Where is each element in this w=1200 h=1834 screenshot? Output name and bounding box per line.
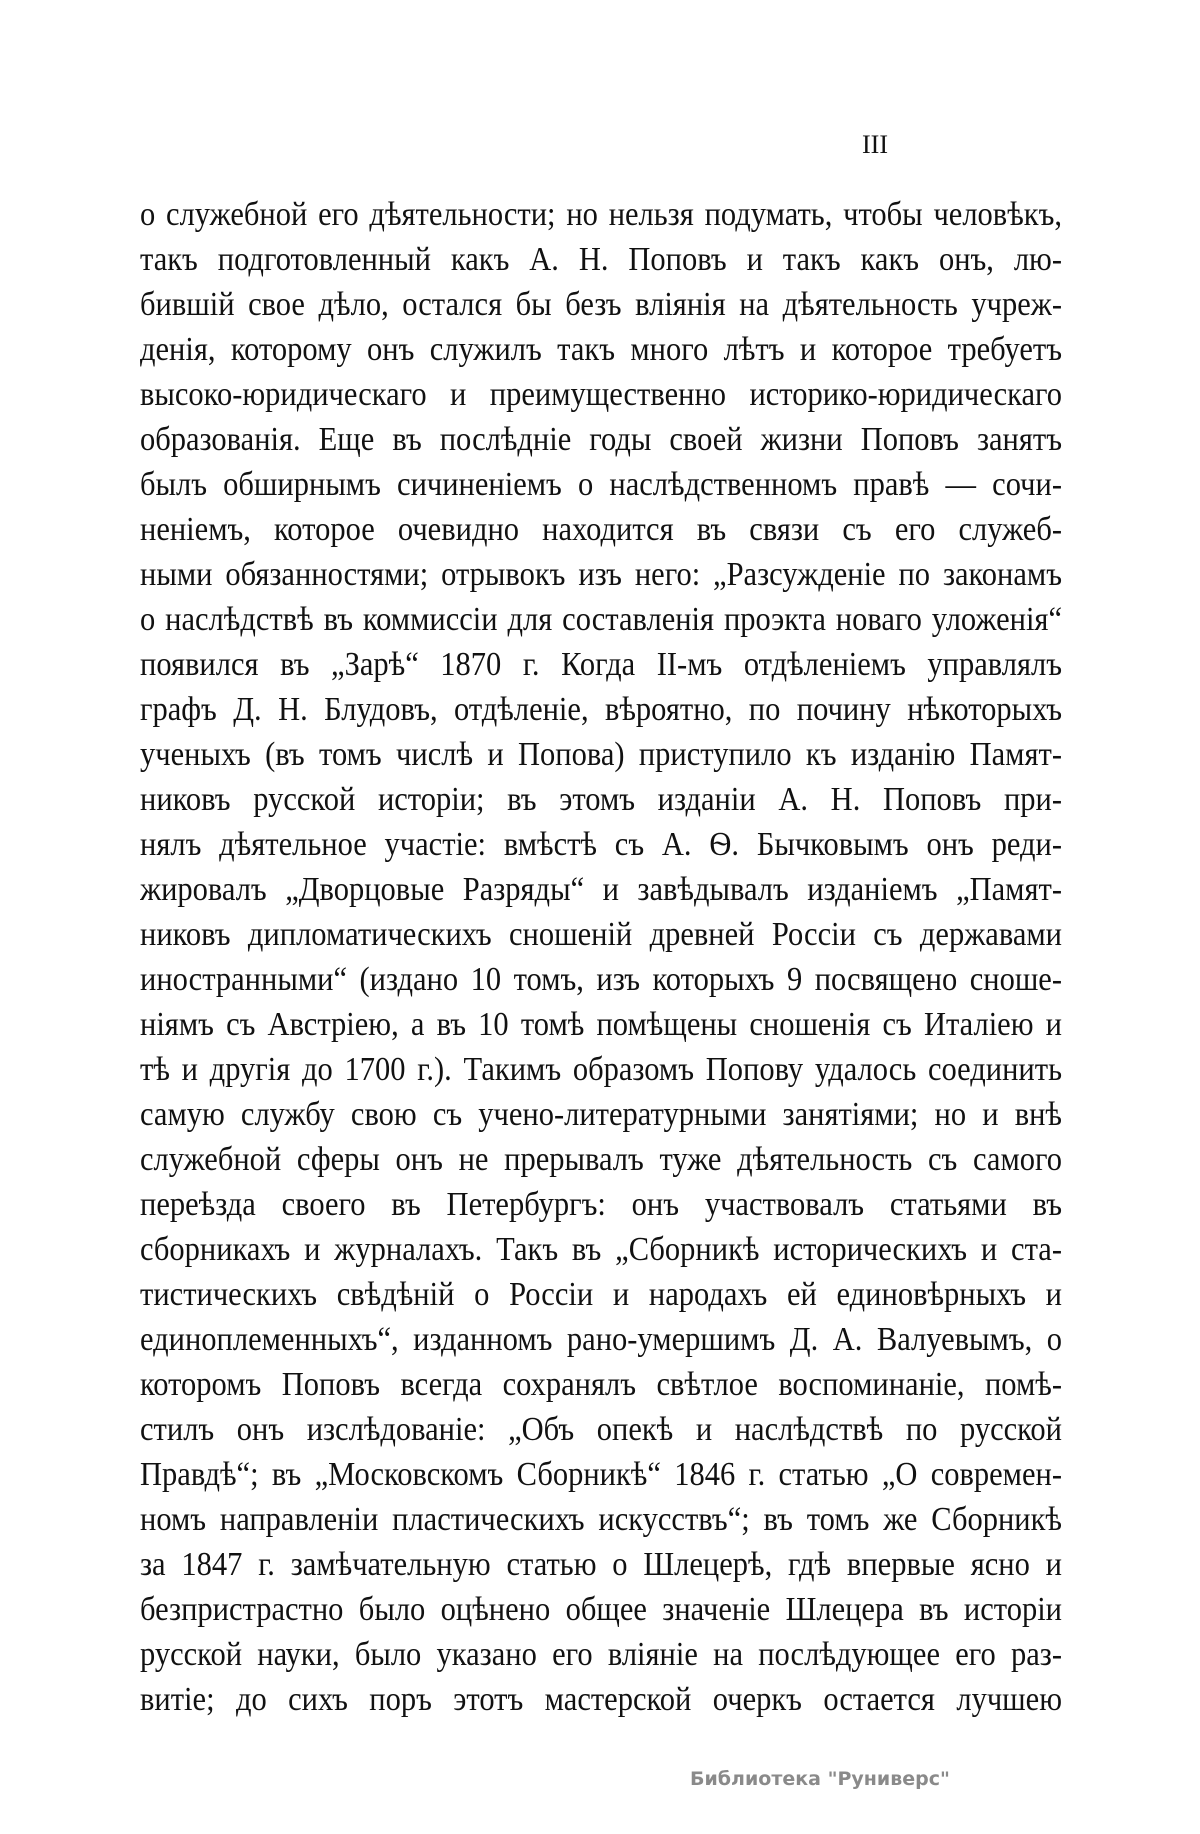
text-line: тѣ и другія до 1700 г.). Такимъ образомъ Попову удалось соединить: [140, 1049, 1062, 1088]
text-line: сборникахъ и журналахъ. Такъ въ „Сборникѣ историческихъ и ста-: [140, 1229, 1062, 1268]
text-line: безпристрастно было оцѣнено общее значеніе Шлецера въ исторіи: [140, 1589, 1062, 1628]
text-line: о служебной его дѣятельности; но нельзя подумать, чтобы человѣкъ,: [140, 194, 1062, 233]
library-watermark: Библиотека "Руниверс": [690, 1768, 950, 1790]
text-line: неніемъ, которое очевидно находится въ связи съ его служеб-: [140, 509, 1062, 548]
text-line: стилъ онъ изслѣдованіе: „Объ опекѣ и наслѣдствѣ по русской: [140, 1409, 1062, 1448]
text-line: русской науки, было указано его вліяніе на послѣдующее его раз-: [140, 1634, 1062, 1673]
text-line: никовъ дипломатическихъ сношеній древней Россіи съ державами: [140, 914, 1062, 953]
text-line: жировалъ „Дворцовые Разряды“ и завѣдывалъ изданіемъ „Памят-: [140, 869, 1062, 908]
text-line: образованія. Еще въ послѣдніе годы своей жизни Поповъ занятъ: [140, 419, 1062, 458]
text-line: высоко-юридическаго и преимущественно историко-юридическаго: [140, 374, 1062, 413]
text-line: ніямъ съ Австріею, а въ 10 томѣ помѣщены сношенія съ Италіею и: [140, 1004, 1062, 1043]
text-line: переѣзда своего въ Петербургъ: онъ участвовалъ статьями въ: [140, 1184, 1062, 1223]
text-line: номъ направленіи пластическихъ искусствъ“; въ томъ же Сборникѣ: [140, 1499, 1062, 1538]
text-line: нялъ дѣятельное участіе: вмѣстѣ съ А. Ѳ. Бычковымъ онъ реди-: [140, 824, 1062, 863]
text-line: такъ подготовленный какъ А. Н. Поповъ и такъ какъ онъ, лю-: [140, 239, 1062, 278]
body-text: [140, 192, 1062, 1722]
text-line: ученыхъ (въ томъ числѣ и Попова) приступило къ изданію Памят-: [140, 734, 1062, 773]
text-line: былъ обширнымъ сичиненіемъ о наслѣдственномъ правѣ — сочи-: [140, 464, 1062, 503]
text-line: о наслѣдствѣ въ коммиссіи для составленія проэкта новаго уложенія“: [140, 599, 1062, 638]
text-line: единоплеменныхъ“, изданномъ рано-умершимъ Д. А. Валуевымъ, о: [140, 1319, 1062, 1358]
text-line: служебной сферы онъ не прерывалъ туже дѣятельность съ самого: [140, 1139, 1062, 1178]
text-line: бившій свое дѣло, остался бы безъ вліянія на дѣятельность учреж-: [140, 284, 1062, 323]
text-line: иностранными“ (издано 10 томъ, изъ которыхъ 9 посвящено сноше-: [140, 959, 1062, 998]
text-line: витіе; до сихъ поръ этотъ мастерской очеркъ остается лучшею: [140, 1679, 1062, 1718]
text-line: появился въ „Зарѣ“ 1870 г. Когда II-мъ отдѣленіемъ управлялъ: [140, 644, 1062, 683]
text-line: ными обязанностями; отрывокъ изъ него: „Разсужденіе по законамъ: [140, 554, 1062, 593]
text-line: самую службу свою съ учено-литературными занятіями; но и внѣ: [140, 1094, 1062, 1133]
text-line: которомъ Поповъ всегда сохранялъ свѣтлое воспоминаніе, помѣ-: [140, 1364, 1062, 1403]
text-line: графъ Д. Н. Блудовъ, отдѣленіе, вѣроятно, по почину нѣкоторыхъ: [140, 689, 1062, 728]
text-line: никовъ русской исторіи; въ этомъ изданіи А. Н. Поповъ при-: [140, 779, 1062, 818]
text-line: тистическихъ свѣдѣній о Россіи и народахъ ей единовѣрныхъ и: [140, 1274, 1062, 1313]
text-line: Правдѣ“; въ „Московскомъ Сборникѣ“ 1846 г. статью „О современ-: [140, 1454, 1062, 1493]
page-number: III: [862, 130, 888, 159]
text-line: за 1847 г. замѣчательную статью о Шлецерѣ, гдѣ впервые ясно и: [140, 1544, 1062, 1583]
text-line: денія, которому онъ служилъ такъ много лѣтъ и которое требуетъ: [140, 329, 1062, 368]
